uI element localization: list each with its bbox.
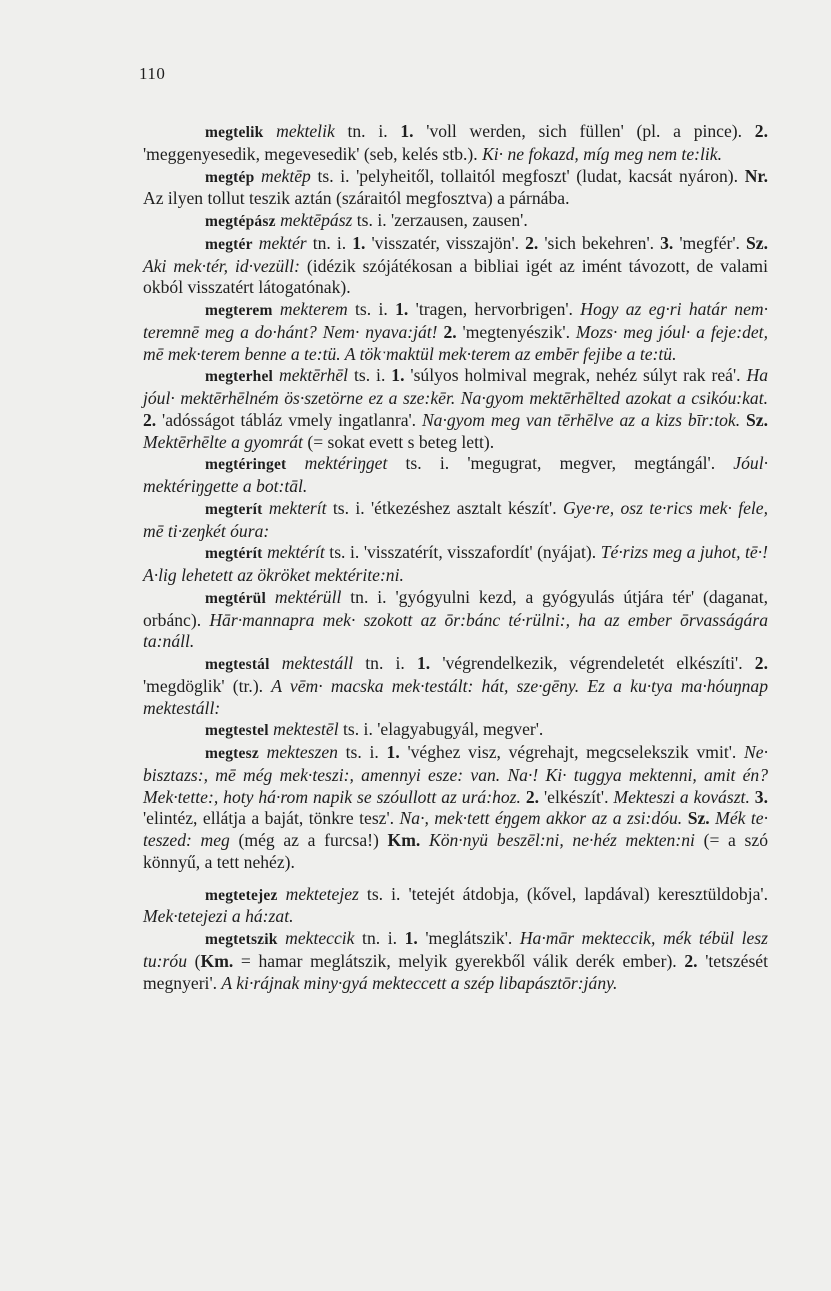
body-text [263, 121, 276, 141]
body-text: 'elintéz, ellátja a baját, tönkre tesz'. [143, 808, 400, 829]
headword: megtéringet [205, 456, 287, 474]
italic-text: mektēpász [280, 210, 353, 230]
dictionary-entry [143, 166, 768, 211]
sense-number: 1. [416, 653, 431, 673]
body-text: ts. i. 'elagyabugyál, megver'. [338, 719, 544, 740]
sense-number: 2. [754, 653, 768, 673]
dictionary-entry [143, 365, 768, 453]
italic-text: Mektērhēlte a gyomrát [143, 431, 303, 452]
headword: megterhel [205, 368, 274, 386]
body-text: ts. i. [348, 365, 392, 386]
headword: megtér [205, 235, 253, 253]
italic-text: mektestēl [273, 719, 339, 740]
body-text [259, 742, 267, 762]
body-text [420, 830, 429, 850]
sense-number: 3. [660, 232, 674, 253]
body-text: 'megfér'. [673, 232, 746, 253]
text-column [143, 121, 768, 994]
sense-number: 1. [395, 299, 409, 319]
italic-text: Jóul· mektériŋgette a bot:tāl. [143, 453, 768, 496]
sense-number: Sz. [746, 232, 768, 253]
headword: megtestál [205, 656, 270, 673]
italic-text: Mozs· meg jóul· a feje:det, mē mek·terem benne a te:tü. A tökˑmaktül mek·terem az embēr fejibe a te:tü. [143, 321, 768, 364]
italic-text: Mék te· teszed: meg [143, 808, 769, 850]
sense-number: 1. [400, 121, 414, 141]
italic-text: mekteccik [285, 928, 355, 948]
dictionary-entry [143, 742, 768, 874]
sense-number: 1. [404, 928, 418, 948]
body-text: 'tetszését megnyeri'. [143, 950, 769, 993]
italic-text: Hār·mannapra mek· szokott az ōr:bánc té·rülni:, ha az ember ōrvasságára ta:náll. [143, 609, 769, 652]
italic-text: A vēm· macska mek·testált: hát, sze·gēny. Ez a ku·tya ma·hóuŋnap mektestáll: [143, 675, 768, 718]
italic-text: Ha·mār mekteccik, mék tébül lesz tu:róu [143, 928, 768, 971]
dictionary-entry [143, 121, 768, 166]
dictionary-entry [143, 233, 768, 299]
body-text: tn. i. [334, 121, 401, 141]
dictionary-entry [143, 719, 768, 742]
italic-text: mekterít [268, 497, 327, 518]
page-number: 110 [139, 64, 166, 83]
italic-text: Kön·nyü beszēl:ni, ne·héz mekten:ni [428, 830, 695, 850]
body-text: 'sich bekehren'. [538, 232, 661, 253]
headword: megtépász [205, 213, 276, 230]
sense-number: Km. [387, 830, 421, 850]
italic-text: mektetejez [285, 883, 359, 904]
italic-text: Ki· ne fokazd, míg meg nem te:lik. [482, 143, 722, 164]
body-text: 'végrendelkezik, végrendeletét elkészíti'. [430, 653, 755, 673]
italic-text: mektelik [276, 121, 335, 141]
body-text: (idézik szójátékosan a bibliai igét az imént távozott, de valami okból visszatért látogatónak). [143, 255, 769, 298]
italic-text: Na·gyom meg van tērhēlve az a kizs bīr:tok. [421, 409, 741, 430]
dictionary-entry [143, 653, 768, 719]
body-text: tn. i. [354, 928, 405, 948]
headword: megtérül [205, 589, 266, 607]
italic-text: Hogy az eg·ri határ nem· teremnē meg a do·hánt? Nem· nyava:ját! [143, 299, 768, 342]
italic-text: Gye·re, osz te·rics mek· fele, mē ti·zeŋkét óura: [143, 497, 768, 541]
italic-text: mektér [258, 232, 307, 253]
body-text: ts. i. 'visszatérít, visszafordít' (nyájat). [324, 542, 601, 563]
body-text: 'tragen, hervorbrigen'. [408, 299, 581, 319]
sense-number: Sz. [687, 808, 710, 829]
body-text: 'megtenyészik'. [456, 321, 576, 342]
sense-number: 3. [754, 786, 768, 807]
italic-text: Mekteszi a kovászt. [613, 786, 750, 807]
sense-number: Nr. [744, 165, 768, 186]
headword: megterít [205, 500, 263, 518]
body-text: 'visszatér, visszajön'. [365, 232, 526, 253]
sense-number: 2. [143, 409, 157, 430]
body-text: ts. i. [347, 299, 396, 319]
sense-number: 2. [525, 232, 539, 253]
body-text: ts. i. 'tetejét átdobja, (kővel, lapdával) keresztüldobja'. [358, 883, 768, 904]
headword: megtép [205, 168, 255, 186]
body-text: 'véghez visz, végrehajt, megcselekszik vmit'. [399, 742, 745, 762]
italic-text: mektérít [267, 542, 325, 563]
body-text: (még az a furcsa!) [229, 830, 388, 850]
dictionary-entry [143, 498, 768, 543]
sense-number: Km. [200, 950, 234, 971]
body-text [273, 299, 280, 319]
body-text: ts. i. 'megugrat, megver, megtángál'. [387, 453, 734, 474]
italic-text: mektériŋget [304, 453, 388, 474]
italic-text: mektérüll [274, 586, 342, 607]
headword: megtérít [205, 545, 263, 563]
italic-text: Ne· bisztazs:, mē még mek·teszi:, amennyi esze: van. Na·! Ki· tuggya mektenni, amit én? Mek·tette:, hoty há·rom napik se szóullott az urá:hoz. [143, 742, 768, 807]
dictionary-entry [143, 210, 768, 233]
body-text: tn. i. [306, 232, 353, 253]
headword: megtetejez [205, 886, 278, 904]
sense-number: Sz. [746, 409, 768, 430]
body-text: ( [186, 950, 201, 971]
headword: megtetszik [205, 931, 278, 948]
body-text [266, 587, 275, 607]
body-text: tn. i. 'gyógyulni kezd, a gyógyulás útjára tér' (daganat, orbánc). [143, 586, 768, 630]
body-text [278, 884, 286, 904]
italic-text: Mek·tetejezi a há:zat. [143, 906, 294, 927]
body-text: 'meggenyesedik, megevesedik' (seb, kelés stb.). [143, 143, 483, 164]
body-text: 'súlyos holmival megrak, nehéz súlyt rak reá'. [404, 365, 747, 386]
body-text: 'meglátszik'. [417, 928, 520, 948]
body-text: 'megdöglik' (tr.). [143, 675, 272, 696]
body-text: ts. i. 'pelyheitől, tollaitól megfoszt' (ludat, kacsát nyáron). [310, 165, 745, 186]
body-text: (= a szó könnyű, a tett nehéz). [143, 830, 768, 872]
headword: megterem [205, 302, 273, 319]
headword: megtesz [205, 745, 259, 762]
dictionary-entry [143, 299, 768, 365]
italic-text: mekterem [279, 299, 348, 319]
dictionary-entry [143, 884, 768, 929]
body-text [270, 653, 282, 673]
body-text: tn. i. [353, 653, 417, 673]
dictionary-entry [143, 587, 768, 653]
italic-text: Na·, mek·tett éŋgem akkor az a zsi:dóu. [399, 808, 683, 829]
italic-text: mekteszen [266, 742, 338, 762]
sense-number: 2. [443, 321, 457, 342]
italic-text: Aki mek·tér, id·vezüll: [143, 255, 300, 276]
italic-text: mektērhēl [279, 365, 349, 386]
body-text [286, 453, 304, 473]
italic-text: A ki·rájnak miny·gyá mekteccett a szép libapásztōr:jány. [221, 972, 618, 993]
body-text: = hamar meglátszik, melyik gyerekből válik derék ember). [233, 950, 685, 971]
headword: megtelik [205, 124, 264, 141]
sense-number: 2. [525, 786, 540, 807]
body-text: (= sokat evett s beteg lett). [302, 431, 495, 452]
sense-number: 1. [352, 232, 366, 253]
sense-number: 1. [391, 365, 405, 386]
dictionary-entry [143, 542, 768, 587]
headword: megtestel [205, 722, 269, 740]
body-text: ts. i. 'étkezéshez asztalt készít'. [326, 497, 563, 518]
italic-text: mektestáll [281, 653, 354, 673]
dictionary-entry [143, 928, 768, 994]
body-text: 'voll werden, sich füllen' (pl. a pince). [413, 121, 755, 141]
italic-text: Ha jóul· mektērhēlném ös·szetörne ez a sze:kēr. Na·gyom mektērhēlted azokat a csikóu:kat. [143, 365, 768, 408]
body-text: 'adósságot tábláz vmely ingatlanra'. [156, 409, 422, 430]
dictionary-entry [143, 453, 768, 498]
body-text: ts. i. [337, 742, 387, 762]
italic-text: mektēp [261, 165, 311, 186]
body-text: Az ilyen tollut teszik aztán (száraitól megfosztva) a párnába. [143, 188, 570, 209]
body-text: ts. i. 'zerzausen, zausen'. [352, 210, 528, 230]
sense-number: 1. [386, 742, 400, 762]
sense-number: 2. [754, 121, 768, 141]
body-text: 'elkészít'. [539, 786, 614, 807]
sense-number: 2. [684, 950, 698, 971]
italic-text: Té·rizs meg a juhot, tē·! A·lig lehetett az ökröket mektérite:ni. [143, 542, 768, 585]
